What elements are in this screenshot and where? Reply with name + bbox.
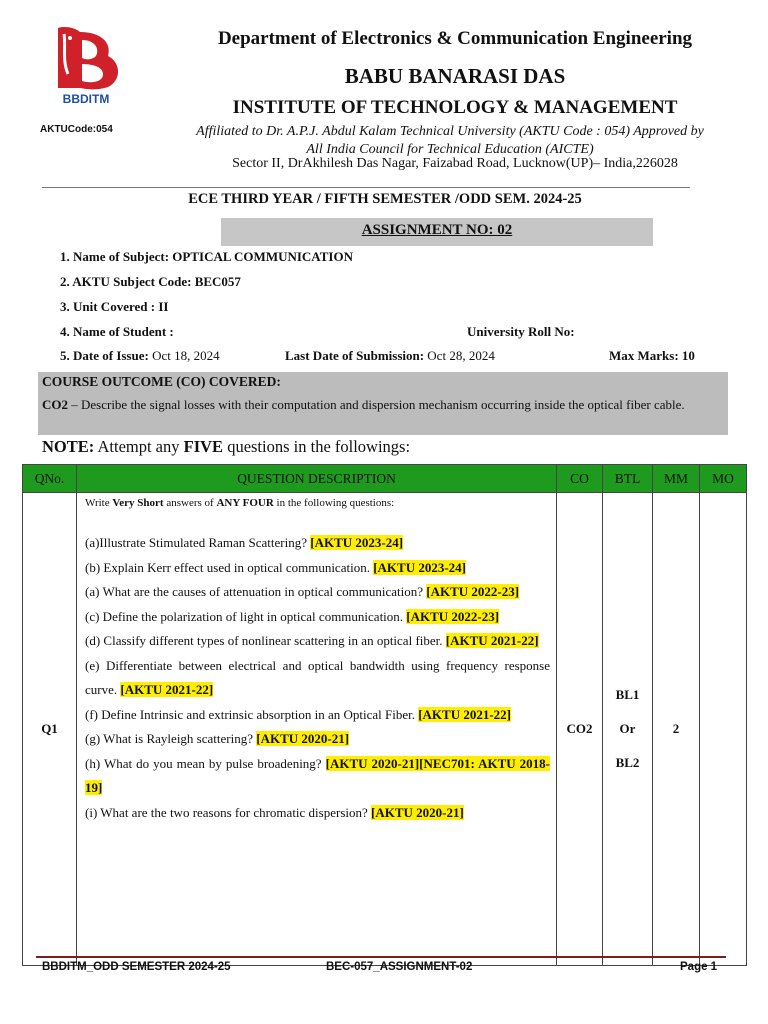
address-text: Sector II, DrAkhilesh Das Nagar, Faizabad Road, Lucknow(UP)– India,226028 — [232, 156, 678, 171]
aktu-tag: [AKTU 2022-23] — [426, 584, 520, 599]
issue-date-value: Oct 18, 2024 — [152, 348, 220, 363]
submission-date-value: Oct 28, 2024 — [427, 348, 495, 363]
course-outcome-title: COURSE OUTCOME (CO) COVERED: — [42, 374, 281, 389]
question-intro — [85, 497, 550, 509]
intro-pre: Write — [85, 497, 113, 509]
question-text: (c) Define the polarization of light in optical communication. — [85, 608, 407, 624]
max-marks: Max Marks: 10 — [609, 348, 695, 363]
list-item — [85, 629, 550, 654]
course-outcome-code: CO2 — [42, 397, 68, 412]
intro-mid: answers of — [163, 497, 217, 509]
institute-name: BABU BANARASI DAS — [344, 64, 566, 88]
course-outcome-description — [42, 397, 726, 412]
question-table — [22, 464, 747, 966]
col-header-btl: BTL — [603, 465, 653, 493]
department-title: Department of Electronics & Communication Engineering — [217, 28, 693, 49]
logo-text: BBDITM — [62, 92, 110, 106]
aktu-tag: [AKTU 2022-23] — [406, 608, 500, 624]
col-header-mm: MM — [653, 465, 700, 493]
list-item — [85, 556, 550, 581]
question-list — [85, 531, 550, 825]
list-item — [85, 605, 550, 630]
semester-line: ECE THIRD YEAR / FIFTH SEMESTER /ODD SEM. 2024-25 — [188, 191, 582, 207]
intro-bold-2: ANY FOUR — [216, 497, 274, 509]
list-item — [85, 801, 550, 826]
list-item — [85, 727, 550, 752]
btl-value-or: Or — [619, 721, 636, 736]
bbditm-logo — [46, 26, 126, 108]
header-divider — [42, 187, 690, 188]
aktu-tag: [AKTU 2021-22] — [418, 706, 512, 722]
course-outcome-text: – Describe the signal losses with their computation and dispersion mechanism occurring inside the optical fiber cable. — [68, 397, 685, 412]
intro-bold-1: Very Short — [112, 497, 164, 509]
question-text: (a) What are the causes of attenuation in optical communication? — [85, 584, 427, 599]
note-label: NOTE: — [42, 437, 95, 456]
question-text: (f) Define Intrinsic and extrinsic absorption in an Optical Fiber. — [85, 706, 419, 722]
footer-divider — [36, 956, 726, 958]
cell-qno: Q1 — [23, 493, 77, 966]
list-item — [85, 654, 550, 703]
assignment-title: ASSIGNMENT NO: 02 — [361, 222, 513, 238]
subject-code: 2. AKTU Subject Code: BEC057 — [60, 274, 241, 289]
aktu-code: AKTUCode:054 — [40, 124, 113, 135]
question-text: (d) Classify different types of nonlinear scattering in an optical fiber. — [85, 633, 446, 648]
note-count: FIVE — [183, 437, 224, 456]
col-header-description: QUESTION DESCRIPTION — [77, 465, 557, 493]
btl-value-2: BL2 — [615, 755, 640, 770]
intro-post: in the following questions: — [273, 497, 395, 509]
footer-page-number: Page 1 — [680, 961, 718, 973]
aktu-tag: [AKTU 2023-24] — [373, 559, 466, 575]
list-item — [85, 752, 550, 801]
affiliation-text: Affiliated to Dr. A.P.J. Abdul Kalam Technical University (AKTU Code : 054) Approved by All India Council for Technical Education (AICTE) — [196, 124, 704, 157]
cell-description — [77, 493, 557, 966]
table-header-row — [23, 465, 747, 493]
btl-value-1: BL1 — [615, 687, 640, 702]
cell-btl — [603, 493, 653, 966]
footer-left: BBDITM_ODD SEMESTER 2024-25 — [42, 961, 231, 973]
question-text: (i) What are the two reasons for chromatic dispersion? — [85, 804, 372, 820]
cell-mo — [700, 493, 747, 966]
institute-subtitle: INSTITUTE OF TECHNOLOGY & MANAGEMENT — [232, 97, 678, 118]
list-item — [85, 580, 550, 605]
issue-date-label: 5. Date of Issue: — [60, 348, 149, 363]
table-row — [23, 493, 747, 966]
col-header-mo: MO — [700, 465, 747, 493]
question-text: (e) Differentiate between electrical and optical bandwidth using frequency response curve. — [85, 657, 550, 697]
note-pre: Attempt any — [94, 437, 184, 456]
aktu-tag: [AKTU 2020-21] — [371, 804, 464, 820]
list-item — [85, 531, 550, 556]
col-header-co: CO — [557, 465, 603, 493]
cell-co: CO2 — [557, 493, 603, 966]
subject-name: 1. Name of Subject: OPTICAL COMMUNICATION — [60, 249, 353, 264]
aktu-tag: [AKTU 2021-22] — [120, 682, 214, 697]
issue-date — [60, 348, 220, 364]
student-name-label: 4. Name of Student : — [60, 324, 174, 339]
aktu-tag: [AKTU 2020-21] — [256, 731, 350, 746]
note-post: questions in the followings: — [223, 437, 411, 456]
submission-date-label: Last Date of Submission: — [285, 348, 425, 363]
aktu-tag: [AKTU 2020-21][NEC701: AKTU 2018-19] — [85, 755, 551, 795]
cell-mm: 2 — [653, 493, 700, 966]
question-text: (b) Explain Kerr effect used in optical communication. — [85, 559, 374, 575]
aktu-tag: [AKTU 2023-24] — [310, 535, 404, 550]
note-line — [42, 437, 410, 457]
question-text: (h) What do you mean by pulse broadening? — [85, 755, 326, 771]
submission-date — [285, 348, 495, 364]
question-text: (a)Illustrate Stimulated Raman Scattering? — [85, 535, 311, 550]
col-header-qno: QNo. — [23, 465, 77, 493]
list-item — [85, 703, 550, 728]
question-text: (g) What is Rayleigh scattering? — [85, 731, 257, 746]
roll-no-label: University Roll No: — [467, 324, 575, 339]
unit-covered: 3. Unit Covered : II — [60, 299, 169, 314]
aktu-tag: [AKTU 2021-22] — [445, 633, 539, 648]
footer-center: BEC-057_ASSIGNMENT-02 — [326, 961, 473, 973]
